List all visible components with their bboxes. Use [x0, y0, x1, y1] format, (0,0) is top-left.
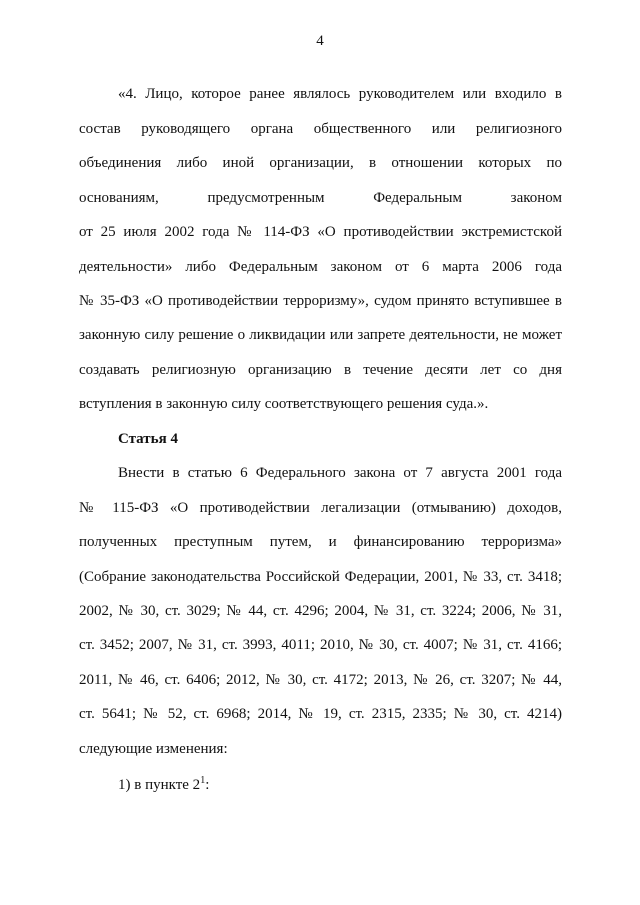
paragraph-2-line: 2011, № 46, ст. 6406; 2012, № 30, ст. 4172; 2013, № 26, ст. 3207; № 44,	[79, 672, 562, 688]
superscript: 1	[200, 775, 206, 786]
paragraph-2-line: № 115-ФЗ «О противодействии легализации (отмыванию) доходов,	[79, 500, 562, 516]
paragraph-2-line: Внести в статью 6 Федерального закона от 7 августа 2001 года	[118, 465, 562, 481]
paragraph-1-line: законную силу решение о ликвидации или запрете деятельности, не может	[79, 327, 562, 343]
paragraph-1-line: деятельности» либо Федеральным законом от 6 марта 2006 года	[79, 259, 562, 275]
paragraph-2-line: ст. 3452; 2007, № 31, ст. 3993, 4011; 2010, № 30, ст. 4007; № 31, ст. 4166;	[79, 637, 562, 653]
paragraph-2-line: полученных преступным путем, и финансированию терроризма»	[79, 534, 562, 550]
paragraph-1-line: от 25 июля 2002 года № 114-ФЗ «О противодействии экстремистской	[79, 224, 562, 240]
list-item-1-text: 1) в пункте 2	[118, 777, 201, 793]
paragraph-1-line: объединения либо иной организации, в отношении которых по	[79, 155, 562, 171]
paragraph-1-line: создавать религиозную организацию в течение десяти лет со дня	[79, 362, 562, 378]
paragraph-1-line: вступления в законную силу соответствующего решения суда.».	[79, 396, 489, 412]
paragraph-2-line: следующие изменения:	[79, 741, 228, 757]
paragraph-1-line: № 35-ФЗ «О противодействии терроризму», судом принято вступившее в	[79, 293, 562, 309]
list-item-1-suffix: :	[205, 777, 210, 793]
paragraph-1-line: состав руководящего органа общественного или религиозного	[79, 121, 562, 137]
paragraph-2-line: 2002, № 30, ст. 3029; № 44, ст. 4296; 2004, № 31, ст. 3224; 2006, № 31,	[79, 603, 562, 619]
paragraph-2-line: ст. 5641; № 52, ст. 6968; 2014, № 19, ст. 2315, 2335; № 30, ст. 4214)	[79, 706, 562, 722]
paragraph-1-line: основаниям, предусмотренным Федеральным законом	[79, 190, 562, 206]
paragraph-2-line: (Собрание законодательства Российской Федерации, 2001, № 33, ст. 3418;	[79, 569, 562, 585]
paragraph-1-line: «4. Лицо, которое ранее являлось руководителем или входило в	[118, 86, 562, 102]
article-heading: Статья 4	[118, 431, 178, 447]
page-number: 4	[316, 33, 324, 49]
list-item-1	[118, 775, 209, 795]
